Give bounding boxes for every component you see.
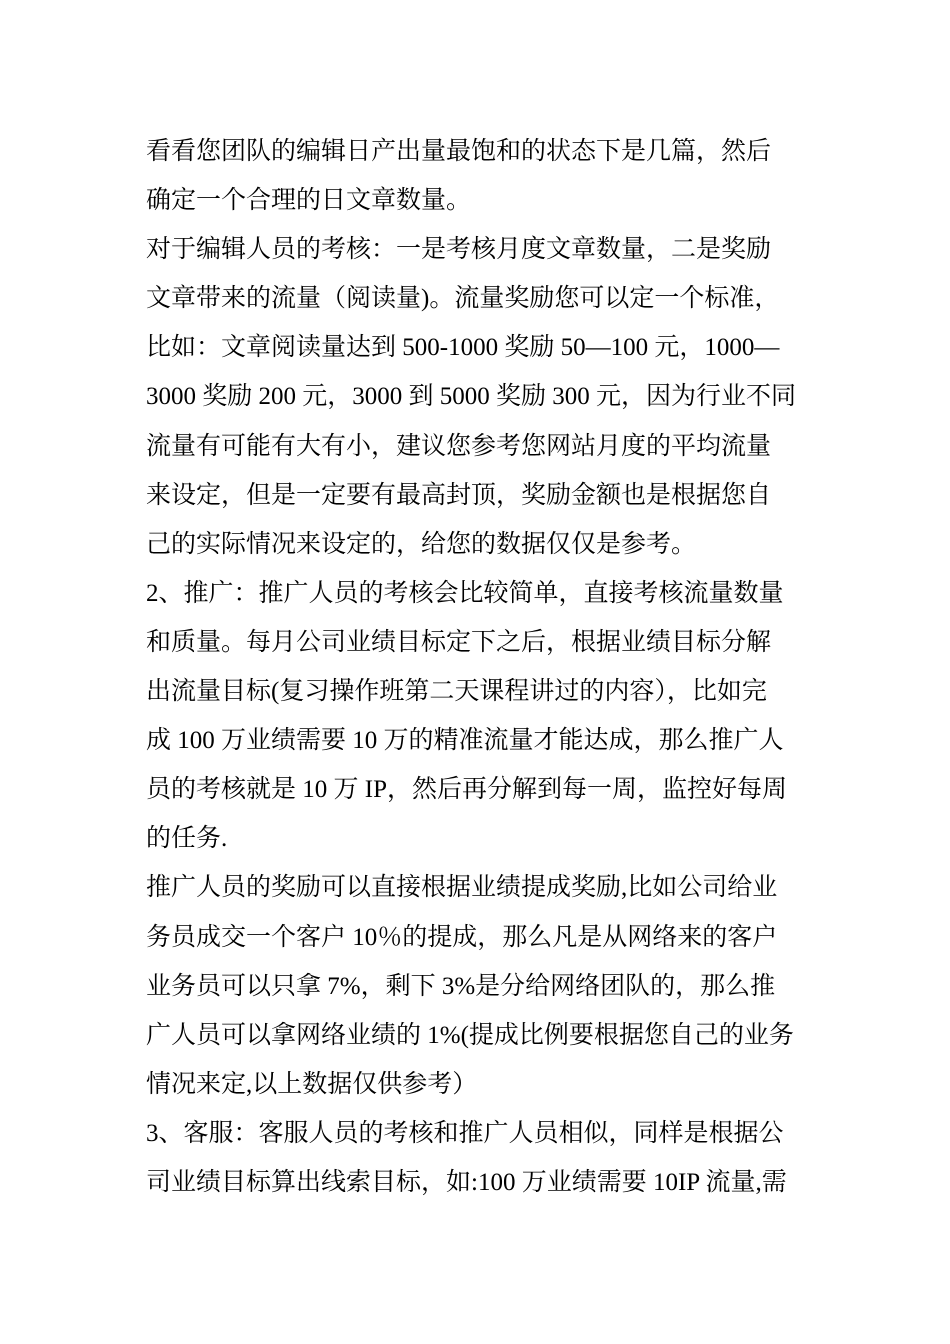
text-line: 成 100 万业绩需要 10 万的精准流量才能达成，那么推广人 <box>146 727 784 755</box>
text-line: 业务员可以只拿 7%，剩下 3%是分给网络团队的，那么推 <box>146 972 776 1000</box>
text-line: 己的实际情况来设定的，给您的数据仅仅是参考。 <box>146 530 697 558</box>
text-line: 对于编辑人员的考核：一是考核月度文章数量，二是奖励 <box>146 236 772 264</box>
text-line: 来设定，但是一定要有最高封顶，奖励金额也是根据您自 <box>146 481 772 509</box>
text-line: 推广人员的奖励可以直接根据业绩提成奖励,比如公司给业 <box>146 874 778 902</box>
text-line: 广人员可以拿网络业绩的 1%(提成比例要根据您自己的业务 <box>146 1021 794 1049</box>
text-line: 流量有可能有大有小，建议您参考您网站月度的平均流量 <box>146 432 772 460</box>
text-line: 文章带来的流量（阅读量)。流量奖励您可以定一个标准， <box>146 285 780 313</box>
text-line: 看看您团队的编辑日产出量最饱和的状态下是几篇，然后 <box>146 138 772 165</box>
text-line: 员的考核就是 10 万 IP，然后再分解到每一周，监控好每周 <box>146 776 787 804</box>
text-line: 司业绩目标算出线索目标，如:100 万业绩需要 10IP 流量,需 <box>146 1168 787 1196</box>
document-body <box>146 127 816 1207</box>
text-line: 的任务. <box>146 825 228 853</box>
text-line: 比如：文章阅读量达到 500-1000 奖励 50—100 元，1000— <box>146 334 780 362</box>
text-line: 3、客服：客服人员的考核和推广人员相似，同样是根据公 <box>146 1119 784 1147</box>
text-line: 3000 奖励 200 元，3000 到 5000 奖励 300 元，因为行业不同 <box>146 383 797 411</box>
text-line: 确定一个合理的日文章数量。 <box>146 187 472 215</box>
text-line: 情况来定,以上数据仅供参考） <box>146 1070 478 1098</box>
text-line: 2、推广：推广人员的考核会比较简单，直接考核流量数量 <box>146 579 784 607</box>
text-line: 和质量。每月公司业绩目标定下之后，根据业绩目标分解 <box>146 628 772 656</box>
text-line: 出流量目标(复习操作班第二天课程讲过的内容），比如完 <box>146 678 767 706</box>
text-line: 务员成交一个客户 10％的提成，那么凡是从网络来的客户 <box>146 923 778 951</box>
